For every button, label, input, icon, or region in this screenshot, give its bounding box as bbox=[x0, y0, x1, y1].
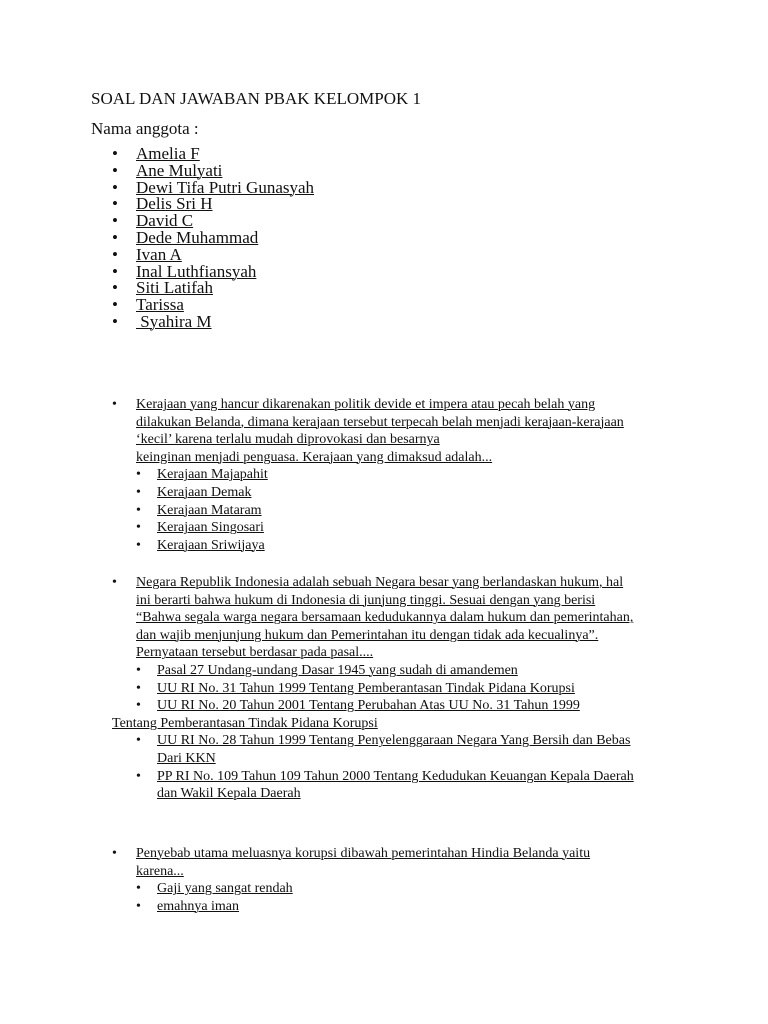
bullet: • bbox=[136, 733, 141, 749]
answer-options bbox=[112, 466, 712, 554]
bullet: • bbox=[136, 520, 141, 536]
members-list bbox=[112, 146, 314, 331]
bullet: • bbox=[112, 244, 118, 264]
question-text bbox=[112, 574, 712, 662]
bullet: • bbox=[112, 295, 118, 315]
question-line: karena... bbox=[136, 863, 184, 879]
answer-option bbox=[112, 697, 712, 732]
member-name: Ane Mulyati bbox=[136, 160, 223, 180]
answer-option bbox=[136, 537, 712, 555]
question-line: dan wajib menjunjung hukum dan Pemerintahan itu dengan tidak ada kecualinya”. bbox=[136, 627, 599, 643]
member-name: Dede Muhammad bbox=[136, 227, 259, 247]
answer-option bbox=[136, 898, 712, 916]
option-line: emahnya iman bbox=[157, 898, 240, 914]
member-name: Syahira M bbox=[136, 311, 212, 331]
answer-option bbox=[136, 732, 712, 767]
option-line: Kerajaan Majapahit bbox=[157, 467, 268, 483]
bullet: • bbox=[136, 768, 141, 784]
question-1 bbox=[112, 396, 712, 554]
bullet: • bbox=[112, 144, 118, 163]
member-name: Tarissa bbox=[136, 295, 184, 315]
question-3 bbox=[112, 845, 712, 915]
answer-options bbox=[112, 662, 712, 803]
document-title: SOAL DAN JAWABAN PBAK KELOMPOK 1 bbox=[91, 89, 421, 108]
question-line: Negara Republik Indonesia adalah sebuah Negara besar yang berlandaskan hukum, hal bbox=[136, 575, 624, 590]
option-line: Gaji yang sangat rendah bbox=[157, 881, 293, 897]
bullet: • bbox=[112, 261, 118, 281]
answer-option bbox=[136, 680, 712, 698]
option-line: PP RI No. 109 Tahun 109 Tahun 2000 Tentang Kedudukan Keuangan Kepala Daerah bbox=[157, 768, 634, 784]
question-text bbox=[112, 396, 712, 466]
bullet: • bbox=[136, 537, 141, 553]
option-line: Dari KKN bbox=[157, 750, 216, 766]
member-name: Siti Latifah bbox=[136, 278, 213, 298]
option-line: Kerajaan Sriwijaya bbox=[157, 537, 265, 553]
bullet: • bbox=[112, 177, 118, 197]
bullet: • bbox=[112, 397, 117, 412]
answer-option bbox=[136, 768, 712, 803]
bullet: • bbox=[112, 575, 117, 590]
bullet: • bbox=[112, 194, 118, 214]
answer-option bbox=[136, 466, 712, 484]
answer-option bbox=[136, 880, 712, 898]
question-line: Pernyataan tersebut berdasar pada pasal.... bbox=[136, 645, 374, 661]
question-line: keinginan menjadi penguasa. Kerajaan yang dimaksud adalah... bbox=[136, 449, 493, 465]
members-label: Nama anggota : bbox=[91, 119, 199, 138]
member-name: Dewi Tifa Putri Gunasyah bbox=[136, 177, 315, 197]
bullet: • bbox=[136, 467, 141, 483]
answer-option bbox=[136, 519, 712, 537]
bullet: • bbox=[136, 484, 141, 500]
option-line: Kerajaan Singosari bbox=[157, 520, 264, 536]
answer-option bbox=[136, 502, 712, 520]
bullet: • bbox=[136, 698, 141, 714]
answer-option bbox=[136, 662, 712, 680]
question-line: “Bahwa segala warga negara bersamaan kedudukannya dalam hukum dan pemerintahan, bbox=[136, 610, 634, 626]
question-text bbox=[112, 845, 712, 880]
question-line: dilakukan Belanda, dimana kerajaan tersebut terpecah belah menjadi kerajaan-kerajaan bbox=[136, 414, 624, 430]
question-line: Penyebab utama meluasnya korupsi dibawah pemerintahan Hindia Belanda yaitu bbox=[136, 846, 591, 861]
question-line: Kerajaan yang hancur dikarenakan politik devide et impera atau pecah belah yang bbox=[136, 397, 596, 412]
member-name: Inal Luthfiansyah bbox=[136, 261, 257, 281]
option-line: dan Wakil Kepala Daerah bbox=[157, 786, 301, 802]
question-line: ini berarti bahwa hukum di Indonesia di junjung tinggi. Sesuai dengan yang berisi bbox=[136, 592, 596, 608]
bullet: • bbox=[112, 311, 118, 331]
option-line: Tentang Pemberantasan Tindak Pidana Korupsi bbox=[112, 715, 378, 731]
option-line: UU RI No. 28 Tahun 1999 Tentang Penyelenggaraan Negara Yang Bersih dan Bebas bbox=[157, 733, 631, 749]
bullet: • bbox=[112, 278, 118, 298]
bullet: • bbox=[136, 881, 141, 897]
member-name: Delis Sri H bbox=[136, 194, 213, 214]
option-line: UU RI No. 20 Tahun 2001 Tentang Perubahan Atas UU No. 31 Tahun 1999 bbox=[157, 698, 580, 714]
bullet: • bbox=[112, 160, 118, 180]
option-line: UU RI No. 31 Tahun 1999 Tentang Pemberantasan Tindak Pidana Korupsi bbox=[157, 680, 575, 696]
question-2 bbox=[112, 574, 712, 803]
bullet: • bbox=[112, 227, 118, 247]
bullet: • bbox=[136, 898, 141, 914]
bullet: • bbox=[112, 211, 118, 231]
bullet: • bbox=[136, 502, 141, 518]
option-line: Kerajaan Mataram bbox=[157, 502, 262, 518]
bullet: • bbox=[136, 662, 141, 678]
answer-options bbox=[112, 880, 712, 915]
member-name: Amelia F bbox=[136, 144, 200, 163]
option-line: Kerajaan Demak bbox=[157, 484, 252, 500]
member-name: David C bbox=[136, 211, 194, 231]
option-line: Pasal 27 Undang-undang Dasar 1945 yang sudah di amandemen bbox=[157, 662, 518, 678]
bullet: • bbox=[136, 680, 141, 696]
member-item bbox=[112, 311, 314, 331]
question-line: ‘kecil’ karena terlalu mudah diprovokasi dan besarnya bbox=[136, 432, 440, 448]
member-name: Ivan A bbox=[136, 244, 182, 264]
answer-option bbox=[136, 484, 712, 502]
bullet: • bbox=[112, 846, 117, 861]
